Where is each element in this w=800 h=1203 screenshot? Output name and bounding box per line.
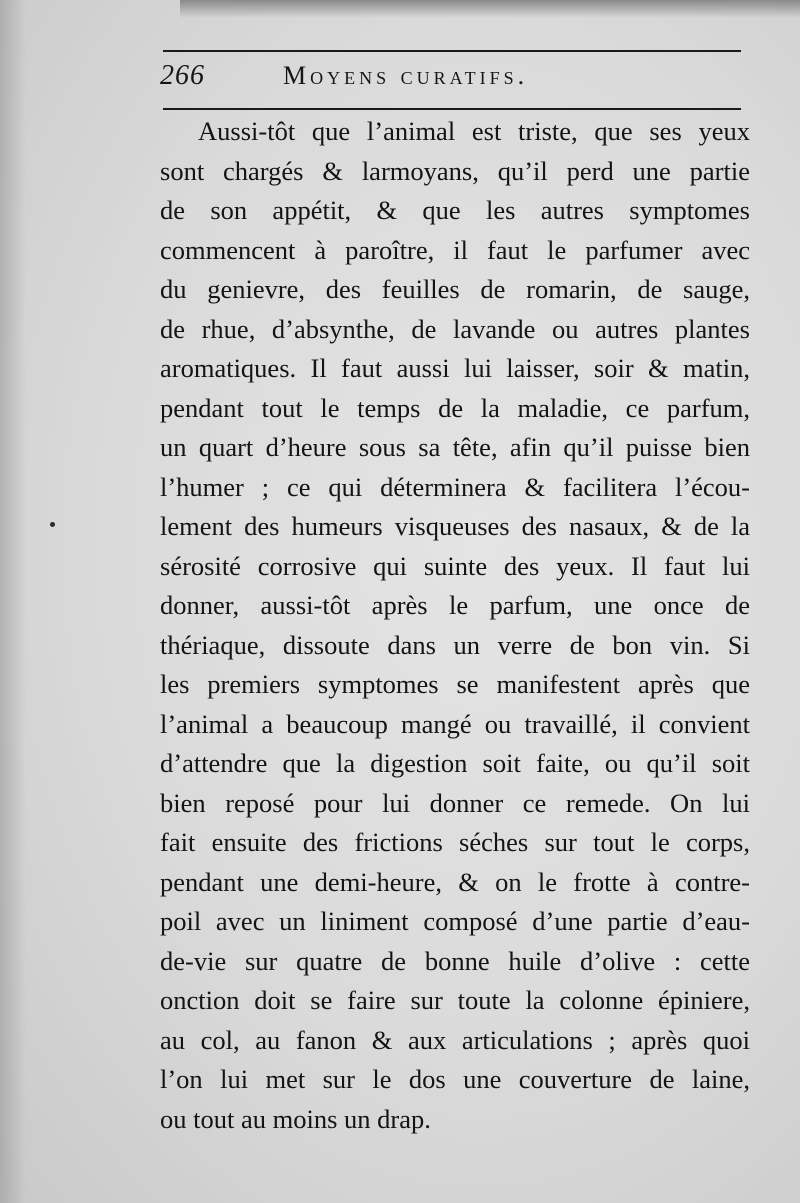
header-rule-bottom <box>163 108 741 110</box>
text-line: l’humer ; ce qui déterminera & facilitera l’écou- <box>160 471 750 502</box>
text-line: de rhue, d’absynthe, de lavande ou autres plantes <box>160 313 750 344</box>
text-line: Aussi-tôt que l’animal est triste, que ses yeux <box>198 116 750 146</box>
text-line: donner, aussi-tôt après le parfum, une once de <box>160 590 750 620</box>
text-line: commencent à paroître, il faut le parfumer avec <box>160 234 750 265</box>
text-line: l’animal a beaucoup mangé ou travaillé, il convient <box>160 708 750 739</box>
text-line: bien reposé pour lui donner ce remede. On lui <box>160 787 750 818</box>
text-line: du genievre, des feuilles de romarin, de sauge, <box>160 274 750 304</box>
text-line: ou tout au moins un drap. <box>160 1103 431 1134</box>
text-line: lement des humeurs visqueuses des nasaux, & de la <box>160 511 750 541</box>
text-line: poil avec un liniment composé d’une partie d’eau- <box>160 906 750 936</box>
gutter-shadow <box>0 0 26 1203</box>
text-line: thériaque, dissoute dans un verre de bon vin. Si <box>160 629 750 660</box>
text-line: aromatiques. Il faut aussi lui laisser, soir & matin, <box>160 353 750 383</box>
text-line: onction doit se faire sur toute la colonne épiniere, <box>160 985 750 1015</box>
text-line: d’attendre que la digestion soit faite, ou qu’il soit <box>160 748 750 778</box>
text-line: de son appétit, & que les autres symptomes <box>160 195 750 225</box>
text-line: pendant une demi-heure, & on le frotte à contre- <box>160 866 750 897</box>
text-line: l’on lui met sur le dos une couverture de laine, <box>160 1064 750 1094</box>
body-paragraph <box>160 112 750 1139</box>
text-line: au col, au fanon & aux articulations ; après quoi <box>160 1024 750 1055</box>
text-line: pendant tout le temps de la maladie, ce parfum, <box>160 392 750 423</box>
paper-speck <box>50 522 55 527</box>
page-number: 266 <box>160 60 205 91</box>
running-title: Moyens curatifs. <box>283 61 529 90</box>
text-line: un quart d’heure sous sa tête, afin qu’il puisse bien <box>160 432 750 462</box>
header-rule-top <box>163 50 741 52</box>
text-line: de-vie sur quatre de bonne huile d’olive : cette <box>160 945 750 976</box>
text-line: fait ensuite des frictions séches sur tout le corps, <box>160 827 750 857</box>
text-line: sont chargés & larmoyans, qu’il perd une partie <box>160 155 750 186</box>
page-edge-shadow <box>180 0 800 18</box>
text-line: sérosité corrosive qui suinte des yeux. Il faut lui <box>160 550 750 581</box>
text-line: les premiers symptomes se manifestent après que <box>160 669 750 699</box>
